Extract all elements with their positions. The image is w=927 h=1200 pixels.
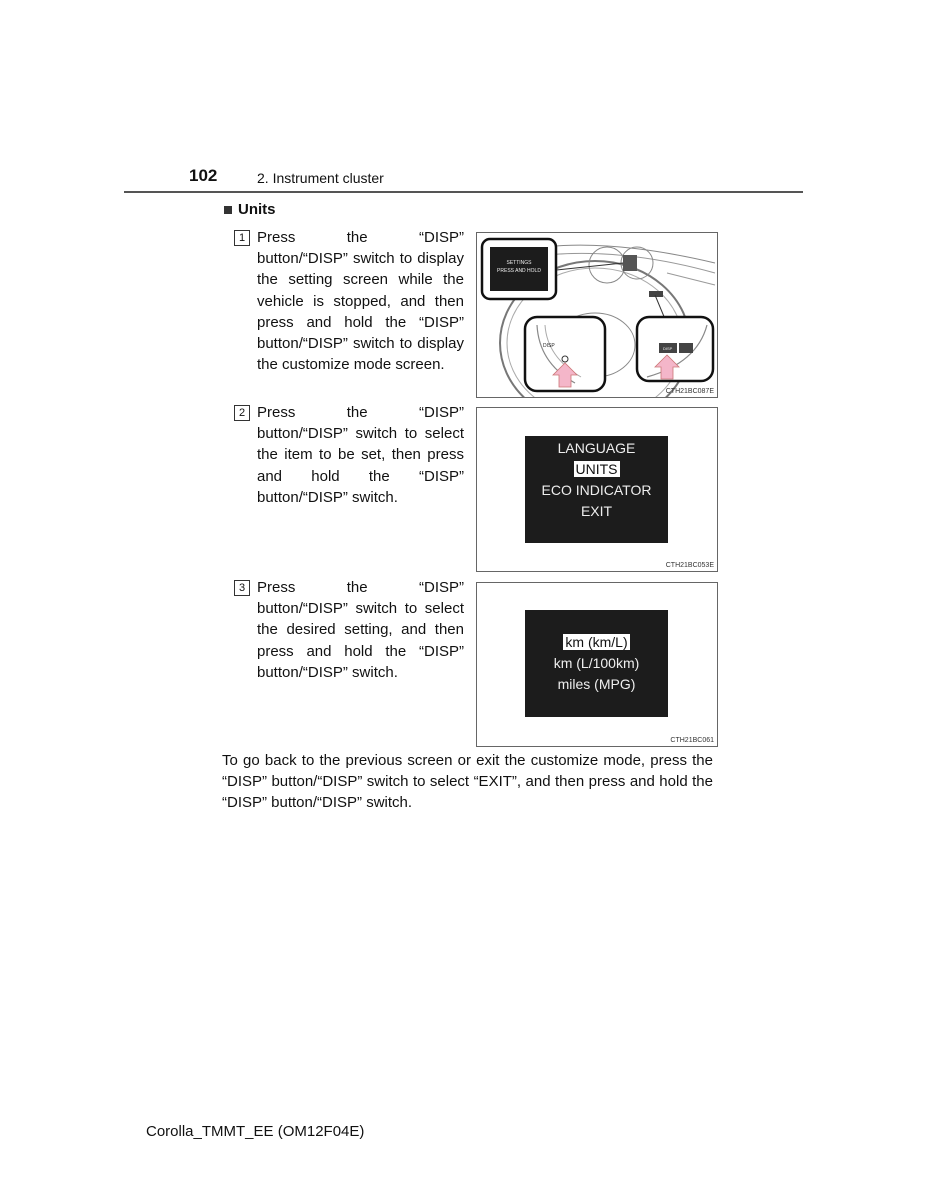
option: miles (MPG) xyxy=(557,676,636,692)
page-number: 102 xyxy=(189,166,218,185)
square-bullet-icon xyxy=(224,206,232,214)
callout-text-line1: SETTINGS xyxy=(506,260,532,266)
step-number: 3 xyxy=(234,580,250,596)
step-text: Press the “DISP” button/“DISP” switch to display the setting screen while the vehicle is stopped, and then press and hold the “DISP” button/“DISP” switch to display the customize mode screen. xyxy=(257,229,464,374)
step-text: Press the “DISP” button/“DISP” switch to select the item to be set, then press and hold the “DISP” button/“DISP” switch. xyxy=(257,404,464,506)
step-number: 1 xyxy=(234,230,250,246)
figure-code: CTH21BC087E xyxy=(665,388,714,395)
figure-menu-screen xyxy=(476,407,718,572)
menu-item: EXIT xyxy=(580,503,613,519)
callout-text-line2: PRESS AND HOLD xyxy=(497,268,541,274)
option: km (L/100km) xyxy=(553,655,640,671)
figure-code: CTH21BC053E xyxy=(665,562,714,569)
step-1 xyxy=(234,227,464,375)
figure-steering-switches xyxy=(476,232,718,398)
steering-wheel-illustration xyxy=(477,233,717,397)
display-screen xyxy=(525,610,668,717)
display-screen xyxy=(525,436,668,543)
menu-item-selected: UNITS xyxy=(575,461,618,477)
header-rule xyxy=(124,191,803,193)
section-heading xyxy=(224,201,276,218)
chapter-title: 2. Instrument cluster xyxy=(257,170,384,186)
option-selected: km (km/L) xyxy=(565,634,628,650)
menu-item: LANGUAGE xyxy=(557,440,636,456)
note-paragraph: To go back to the previous screen or exit the customize mode, press the “DISP” button/“DISP” switch to select “EXIT”, and then press and hold the “DISP” button/“DISP” switch. xyxy=(222,752,713,812)
figure-code: CTH21BC061 xyxy=(670,737,714,744)
step-text: Press the “DISP” button/“DISP” switch to select the desired setting, and then press and hold the “DISP” button/“DISP” switch. xyxy=(257,579,464,681)
step-3 xyxy=(234,577,464,683)
figure-units-screen xyxy=(476,582,718,747)
left-disp-label: DISP xyxy=(543,343,555,349)
section-title: Units xyxy=(238,201,276,218)
document-id: Corolla_TMMT_EE (OM12F04E) xyxy=(146,1123,365,1140)
menu-item: ECO INDICATOR xyxy=(541,482,652,498)
right-disp-label: DISP xyxy=(663,346,673,351)
step-2 xyxy=(234,402,464,508)
step-number: 2 xyxy=(234,405,250,421)
